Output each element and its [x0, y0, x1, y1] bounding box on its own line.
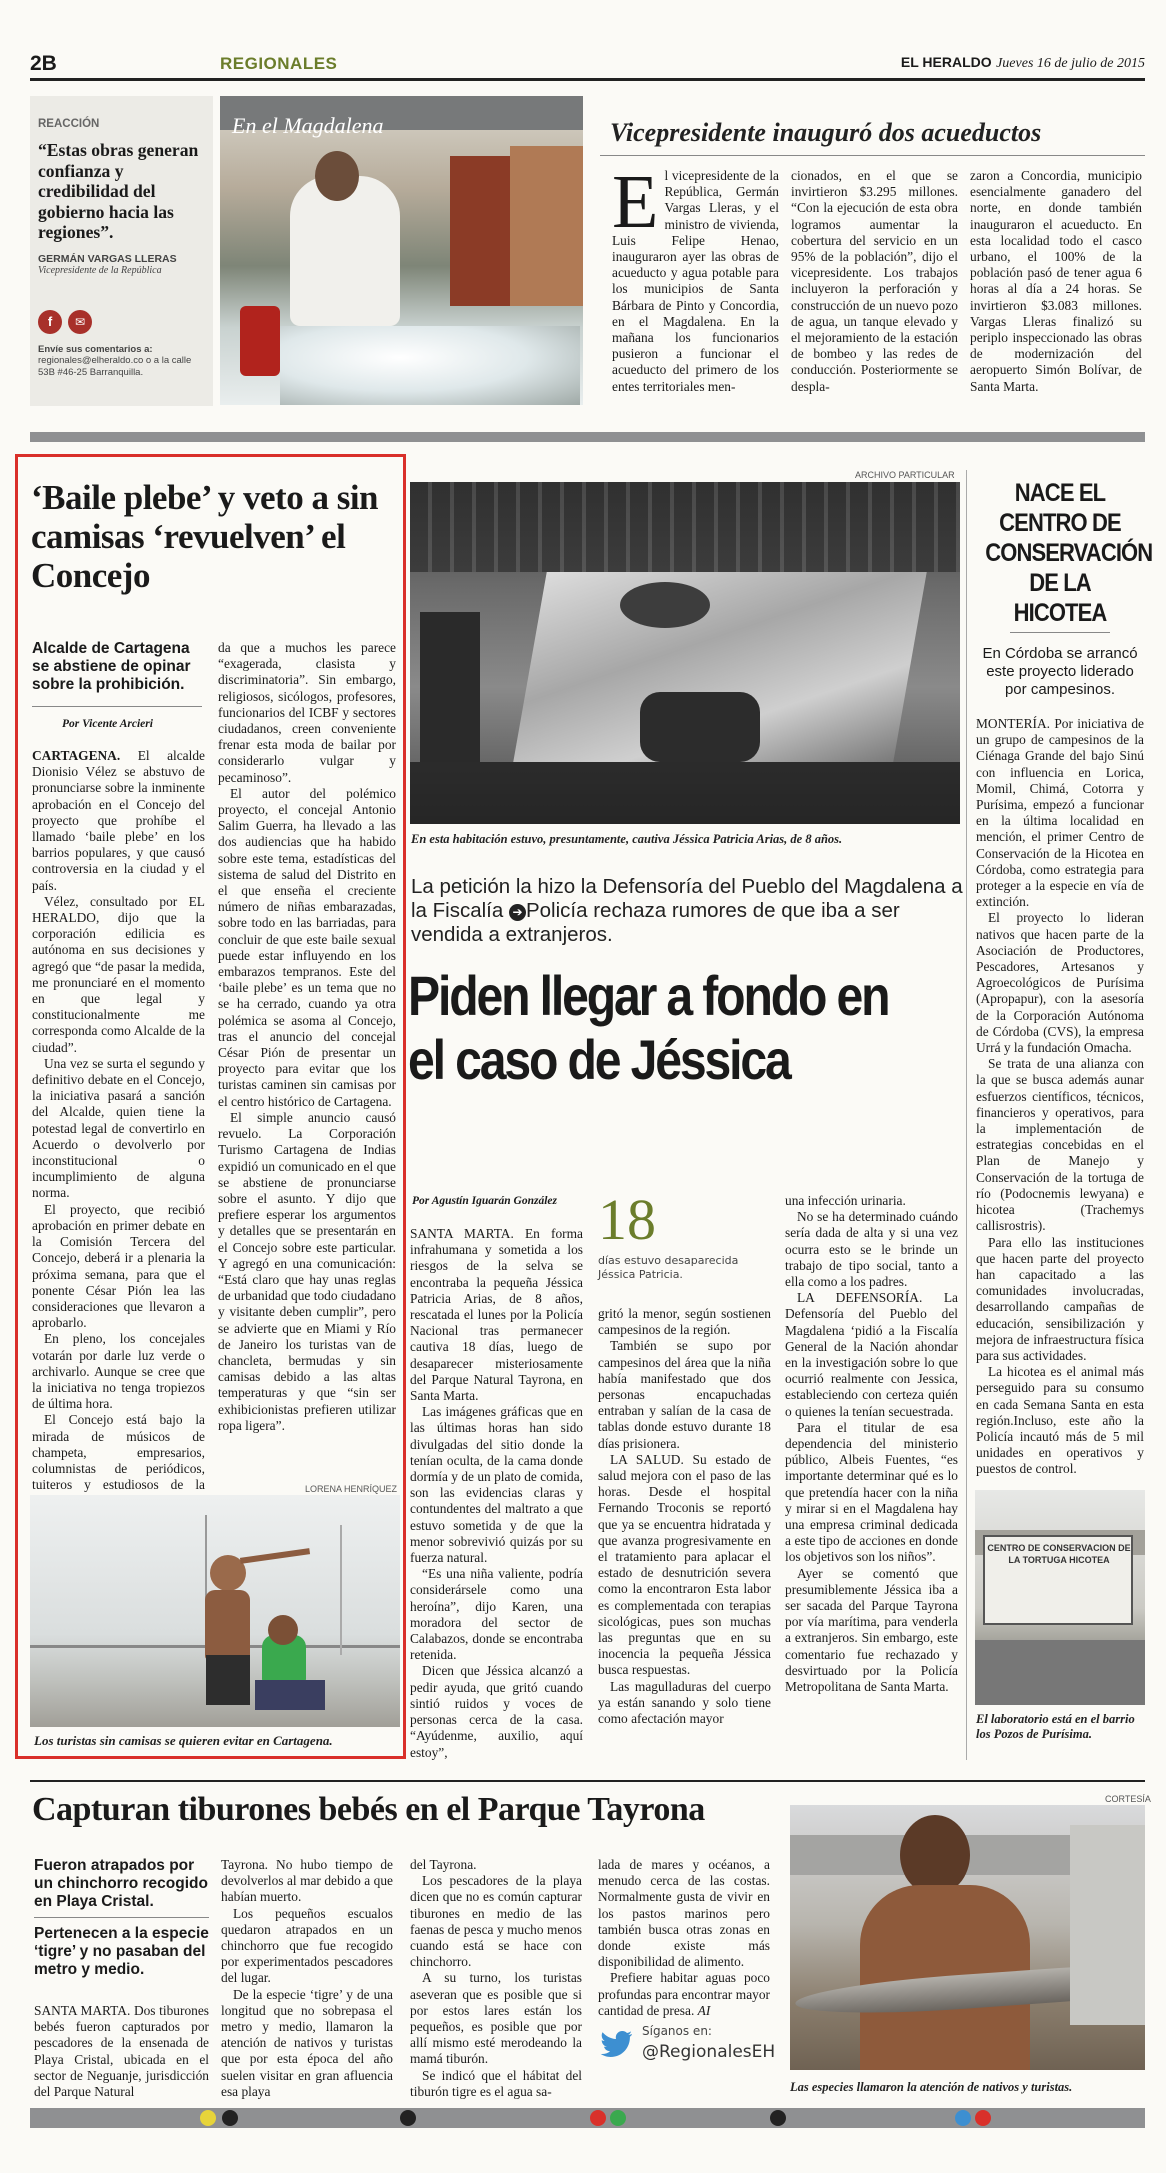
jessica-col-2 [598, 1306, 771, 1727]
baile-p8: El autor del polémico proyecto, el concejal Antonio Salim Guerra, ha llevado a las dos audiencias que ha habido sobre este tema, estadísticas del sistema de salud del Distrito en el que enseña el creciente número de niñas embarazadas, sobre todo en las barriadas, para concluir de que este baile sexual puede estar influyendo en los embarazos tempranos. Este del ‘baile plebe’ es un tema que no se ha cerrado, cuando ya otra polémica se asoma al Concejo, tras el anuncio del concejal César Pión de presentar un proyecto para evitar que los turistas caminen sin camisas por el centro histórico de Cartagena. [218, 785, 396, 1109]
page-number: 2B [30, 52, 57, 75]
baile-byline: Por Vicente Arcieri [62, 718, 153, 730]
hicotea-p1: MONTERÍA. Por iniciativa de un grupo de campesinos de la Ciénaga Grande del bajo Sinú con influencia en Lorica, Momil, Chimá, Cotorra y Purísima, empezó a funcionar en la última localidad en mención, el primer Centro de Conservación de la Hicotea en Córdoba, como estrategia para proteger a la especie en vía de extinción. [976, 716, 1144, 910]
social-follow[interactable] [600, 2022, 780, 2072]
jessica-p5: gritó la menor, según sostienen campesinos de la región. [598, 1306, 771, 1338]
jessica-col-3 [785, 1193, 958, 1695]
arrow-circle-icon: ➔ [509, 904, 526, 921]
jessica-headline: Piden llegar a fondo en el caso de Jéssica [408, 964, 889, 1091]
mail-icon[interactable]: ✉ [68, 310, 92, 334]
follow-handle[interactable]: @RegionalesEH [642, 2042, 776, 2062]
hicotea-body [976, 716, 1144, 1478]
jessica-p9: una infección urinaria. [785, 1193, 906, 1208]
tiburones-col-3 [410, 1857, 582, 2100]
vicepresident-photo [220, 96, 583, 405]
section-divider-band [30, 432, 1145, 442]
baile-p3: Una vez se surta el segundo y definitivo debate en el Concejo, la iniciativa pasará a sanción del Alcalde, quien tiene la potestad legal de convertirlo en Acuerdo o devolverlo por inconstitucional o incumplimiento de alguna norma. [32, 1055, 205, 1201]
baile-p9: El simple anuncio causó revuelo. La Corporación Turismo Cartagena de Indias expidió un comunicado en el que se abstiene de pronunciarse sobre el asunto. Y dijo que prefiere esperar los argumentos y detalles que se presentarán en el Concejo sobre este particular. Y agregó en una comunicación: “Está claro que hay unas reglas de urbanidad que todo ciudadano y visitante deben cumplir”, pero se advierte que en Miami y Río de Janeiro los turistas van de chancleta, bermudas y sin camisas debido a las altas temperaturas y que “sin ser exhibicionistas prefieren utilizar ropa ligera”. [218, 1109, 396, 1433]
tiburones-p5: Los pescadores de la playa dicen que no es común capturar tiburones en medio de las faenas de pesca y mucho menos cuando está se hace con chinchorro. [410, 1873, 582, 1970]
tiburones-p4: del Tayrona. [410, 1857, 477, 1872]
tiburones-signoff: AI [697, 2002, 711, 2018]
magdalena-text-1: l vicepresidente de la República, Germán Vargas Lleras, y el ministro de vivienda, Luis Felipe Henao, inauguraron ayer las obras de acueducto y agua potable para los municipios de Santa Bárbara de Pinto y Concordia, en el Magdalena. En la mañana los funcionarios pusieron a funcionar el acueducto del primero de los entes territoriales men- [612, 168, 779, 394]
comments-text: regionales@elheraldo.co o a la calle 53B #46-25 Barranquilla. [38, 354, 192, 378]
baile-dateline: CARTAGENA. [32, 748, 121, 763]
comments-label: Envíe sus comentarios a: [38, 343, 153, 355]
tiburones-lede-rule [34, 1917, 209, 1918]
tiburones-p7: Se indicó que el hábitat del tiburón tigre es el agua sa- [410, 2067, 582, 2099]
jessica-p4: Dicen que Jéssica alcanzó a pedir ayuda, que gritó cuando sintió ruidos y voces de personas cerca de la casa. “Ayúdenme, auxilio, aquí estoy”, [410, 1663, 583, 1760]
jessica-subhead [411, 875, 966, 947]
masthead-date [901, 54, 1145, 72]
jessica-p1: SANTA MARTA. En forma infrahumana y sometida a los riesgos de la selva se encontraba la pequeña Jéssica Patricia Arias, de 8 años, rescatada el lunes por la Policía Nacional tras permanecer cautiva 18 días, luego de desaparecer misteriosamente del Parque Natural Tayrona, en Santa Marta. [410, 1226, 583, 1404]
baile-p2: Vélez, consultado por EL HERALDO, dijo que la corporación edilicia es autónoma en sus decisiones y agregó que “de pasar la medida, me pronunciaré en el momento en que legal y constitucionalmente me corresponda como Alcalde de la ciudad”. [32, 893, 205, 1055]
hicotea-rule [1010, 632, 1110, 633]
hicotea-column-divider [966, 470, 967, 1760]
jessica-subhead-2: Policía rechaza rumores de que iba a ser vendida a extranjeros. [411, 899, 900, 946]
shark-caption: Las especies llamaron la atención de nativos y turistas. [790, 2080, 1073, 2094]
jessica-p2: Las imágenes gráficas que en las últimas horas han sido divulgadas del sitio donde la tenían oculta, de la cama donde dormía y de un plato de comida, son las evidencias claras y contundentes del maltrato a que estuvo sometida y de que la menor sobrevivió quizás por su fuerza natural. [410, 1404, 583, 1566]
lower-section-rule [30, 1780, 1145, 1782]
magdalena-col-3: zaron a Concordia, municipio esencialmente ganadero del norte, en donde también inauguraron el acueducto. En esta localidad todo el casco urbano, el 100% de la población pasó de tener agua 6 horas al día a 24 horas. Se invirtieron $3.083 millones. Vargas Lleras finalizó su periplo inspeccionado las obras de modernización del aeropuerto Simón Bolívar, de Santa Marta. [970, 168, 1142, 394]
jessica-photo-caption: En esta habitación estuvo, presuntamente, cautiva Jéssica Patricia Arias, de 8 años. [411, 832, 843, 846]
page-header [30, 50, 1145, 76]
jessica-subhead-1: La petición la hizo la Defensoría del Pueblo del Magdalena a la Fiscalía [411, 875, 963, 922]
jessica-p8: Las magulladuras del cuerpo ya están sanando y solo tiene como afectación mayor [598, 1678, 771, 1727]
tiburones-headline: Capturan tiburones bebés en el Parque Tayrona [32, 1791, 705, 1828]
jessica-p11: LA DEFENSORÍA. La Defensoría del Pueblo del Magdalena ‘pidió a la Fiscalía General de la Nación ahondar en la investigación sobre lo que ocurrió realmente con Jessica, estableciendo con certeza quién o quienes la tenían secuestrada. [785, 1290, 958, 1419]
magdalena-headline: Vicepresidente inauguró dos acueductos [610, 118, 1042, 147]
cartagena-tourists-photo [30, 1495, 400, 1727]
baile-headline: ‘Baile plebe’ y veto a sin camisas ‘revuelven’ el Concejo [31, 478, 379, 595]
jessica-p10: No se ha determinado cuándo sería dada de alta y si una vez ocurra esto se le brinde un trabajo de tipo social, tanto a ella como a los padres. [785, 1209, 958, 1290]
hicotea-p2: El proyecto lo lideran nativos que hacen parte de la Asociación de Productores, Pescadores, Artesanos y Agroecológicos de Purísima (Apropapur), con la asesoría de la Corporación Autónoma de Córdoba (CVS), la empresa Urrá y la fundación Omacha. [976, 910, 1144, 1056]
tiburones-col-1: SANTA MARTA. Dos tiburones bebés fueron capturados por pescadores de la ensenada de Playa Cristal, ubicada en el sector de Neguanje, jurisdicción del Parque Natural [34, 2003, 209, 2100]
baile-lede-rule [32, 706, 202, 707]
hicotea-center-photo [975, 1490, 1145, 1705]
hicotea-p4: Para ello las instituciones que hacen parte del proyecto han capacitado a las comunidades involucradas, desarrollando campañas de educación, sensibilización y mejora de infraestructura física para sus actividades. [976, 1234, 1144, 1363]
baile-col-2 [218, 640, 396, 1434]
tiburones-p8: lada de mares y océanos, a menudo cerca de las costas. Normalmente gusta de vivir en los pastos marinos pero también busca otras zonas en donde existe más disponibilidad de alimento. [598, 1857, 770, 1970]
hicotea-lede: En Córdoba se arrancó este proyecto liderado por campesinos. [982, 645, 1138, 698]
magdalena-col-1 [612, 160, 779, 395]
tiburones-col-2 [221, 1857, 393, 2100]
tiburones-p2: Los pequeños escualos quedaron atrapados en un chinchorro que fue recogido por experimentados pescadores del lugar. [221, 1905, 393, 1986]
jessica-col-1 [410, 1226, 583, 1761]
baile-p1: El alcalde Dionisio Vélez se abstuvo de pronunciarse sobre la inminente aprobación en el Concejo del proyecto que prohíbe el llamado ‘baile plebe’ en los barrios populares, y que causó controversia en la ciudad y el país. [32, 748, 205, 893]
tiburones-lede-1: Fueron atrapados por un chinchorro recogido en Playa Cristal. [34, 1857, 208, 1910]
twitter-bird-icon [600, 2030, 634, 2060]
section-name: REGIONALES [220, 54, 338, 73]
hicotea-p3: Se trata de una alianza con la que se busca además aunar esfuerzos científicos, técnicos, financieros y operativos, para la implementación de estrategias concebidas en el Plan de Manejo y Conservación de la tortuga de río (Podocnemis lewyana) e hicotea (Trachemys callisrostris). [976, 1056, 1144, 1234]
shark-photo [790, 1805, 1145, 2070]
jessica-byline: Por Agustín Iguarán González [412, 1195, 557, 1207]
tiburones-p9: Prefiere habitar aguas poco profundas para encontrar mayor cantidad de presa. [598, 1970, 770, 2018]
print-registration-bar [30, 2108, 1145, 2128]
reaction-kicker: REACCIÓN [38, 118, 100, 130]
hicotea-headline: NACE EL CENTRO DE CONSERVACIÓN DE LA HICOTEA [985, 479, 1153, 627]
baile-p5: En pleno, los concejales votarán por darle luz verde o archivarlo. Aunque se cree que la iniciativa no tenga tropiezos de última hora. [32, 1331, 205, 1412]
drop-cap: E [612, 160, 659, 244]
tiburones-photo-credit: CORTESÍA [1105, 1794, 1151, 1804]
tiburones-p1: Tayrona. No hubo tiempo de devolverlos al mar debido a que habían muerto. [221, 1857, 393, 1905]
quote-author: GERMÁN VARGAS LLERAS [38, 252, 177, 265]
magdalena-col-2: cionados, en el que se invirtieron $3.295 millones. “Con la ejecución de esta obra logramos aumentar la cobertura del servicio en un 95% de la población”, dijo el vicepresidente. Los trabajos incluyeron la perforación y construcción de un nuevo pozo de agua, un tanque elevado y el mejoramiento de la estación de bombeo y las redes de conducción. Posteriormente se despla- [791, 168, 958, 394]
baile-lede: Alcalde de Cartagena se abstiene de opinar sobre la prohibición. [32, 640, 191, 693]
baile-p7: da que a muchos les parece “exagerada, clasista y discriminatoria”. Sin embargo, religiosos, sicólogos, profesores, funcionarios del ICBF y sectores ciudadanos, creen conveniente frenar esta moda de bailar por considerarlo vulgar y pecaminoso”. [218, 640, 396, 785]
jessica-p3: “Es una niña valiente, podría considerársele como una heroína”, dijo Karen, una moradora del sector de Calabazos, donde se encontraba retenida. [410, 1566, 583, 1663]
reaction-quote: “Estas obras generan confianza y credibilidad del gobierno hacia las regiones”. [38, 140, 199, 242]
baile-p6: El Concejo está bajo la mirada de músicos de champeta, empresarios, columnistas de periódicos, tuiteros y estudiosos de la [32, 1412, 205, 1493]
tiburones-col-4 [598, 1857, 770, 2019]
jessica-p7: LA SALUD. Su estado de salud mejora con el paso de las horas. Desde el hospital Fernando Troconis se reportó que ya se encuentra hidratada y que avanza progresivamente en el tratamiento para aplacar el estado de desnutrición severa como la encontraron Esta labor es complementada con terapias sicológicas, pues son muchas las preguntas que en su inocencia la pequeña Jéssica busca respuestas. [598, 1451, 771, 1678]
quote-author-role: Vicepresidente de la República [38, 264, 162, 276]
baile-col-1 [32, 748, 205, 1526]
facebook-icon[interactable]: f [38, 310, 62, 334]
magdalena-rule [600, 155, 1145, 156]
contact-icons [38, 310, 208, 336]
jessica-p13: Ayer se comentó que presumiblemente Jéssica iba a ser sacada del Parque Tayrona por vía marítima, para venderla a extranjeros. Sin embargo, este comentario fue rechazado y desvirtuado por la Policía Metropolitana de Santa Marta. [785, 1565, 958, 1695]
follow-label: Síganos en: [642, 2024, 712, 2038]
jessica-p12: Para el titular de esa dependencia del ministerio público, Albeis Fuentes, “es importante determinar qué es lo que pretendía hacer con la niña y mirar si en el Magdalena hay una empresa criminal dedicada a este tipo de acciones en donde los objetivos son los niños”. [785, 1419, 958, 1565]
jessica-p6: También se supo por campesinos del área que la niña había manifestado que dos personas encapuchadas entraban y salían de la casa de tablas donde estuvo durante 18 días prisionera. [598, 1338, 771, 1451]
hicotea-sign: CENTRO DE CONSERVACION DE LA TORTUGA HICOTEA [987, 1543, 1131, 1565]
header-rule [30, 78, 1145, 81]
reaction-column [38, 118, 208, 379]
newspaper-name: EL HERALDO [900, 54, 992, 70]
jessica-photo-credit: ARCHIVO PARTICULAR [855, 470, 955, 480]
tiburones-p3: De la especie ‘tigre’ y de una longitud que no sobrepasa el metro y medio, llamaron la atención de nativos y turistas que por esta época del año suelen visitar en gran afluencia esa playa [221, 1986, 393, 2099]
jessica-room-photo [410, 482, 960, 824]
jessica-stat-text: días estuvo desaparecida Jéssica Patricia. [598, 1254, 739, 1281]
jessica-stat-number: 18 [598, 1187, 656, 1252]
tiburones-lede-2: Pertenecen a la especie ‘tigre’ y no pasaban del metro y medio. [34, 1925, 209, 1978]
baile-photo-credit: LORENA HENRÍQUEZ [305, 1484, 398, 1494]
hicotea-caption: El laboratorio está en el barrio los Pozos de Purísima. [976, 1712, 1135, 1741]
baile-photo-caption: Los turistas sin camisas se quieren evitar en Cartagena. [34, 1733, 333, 1748]
edition-date: Jueves 16 de julio de 2015 [996, 56, 1145, 71]
hicotea-p5: La hicotea es el animal más perseguido para su consumo en cada Semana Santa en esta región.Incluso, este año la Policía incautó más de 5 mil unidades en operativos y puestos de control. [976, 1364, 1144, 1477]
tiburones-p6: A su turno, los turistas aseveran que es posible que si por estos lares están los pequeños, es posible que por allí mismo esté merodeando la mamá tiburón. [410, 1970, 582, 2067]
magdalena-tag: En el Magdalena [232, 113, 384, 138]
baile-p4: El proyecto, que recibió aprobación en primer debate en la Comisión Tercera del Concejo, deberá ir a plenaria la próxima semana, para que el ponente César Pión lea las consideraciones que llevaron a aprobarlo. [32, 1201, 205, 1331]
